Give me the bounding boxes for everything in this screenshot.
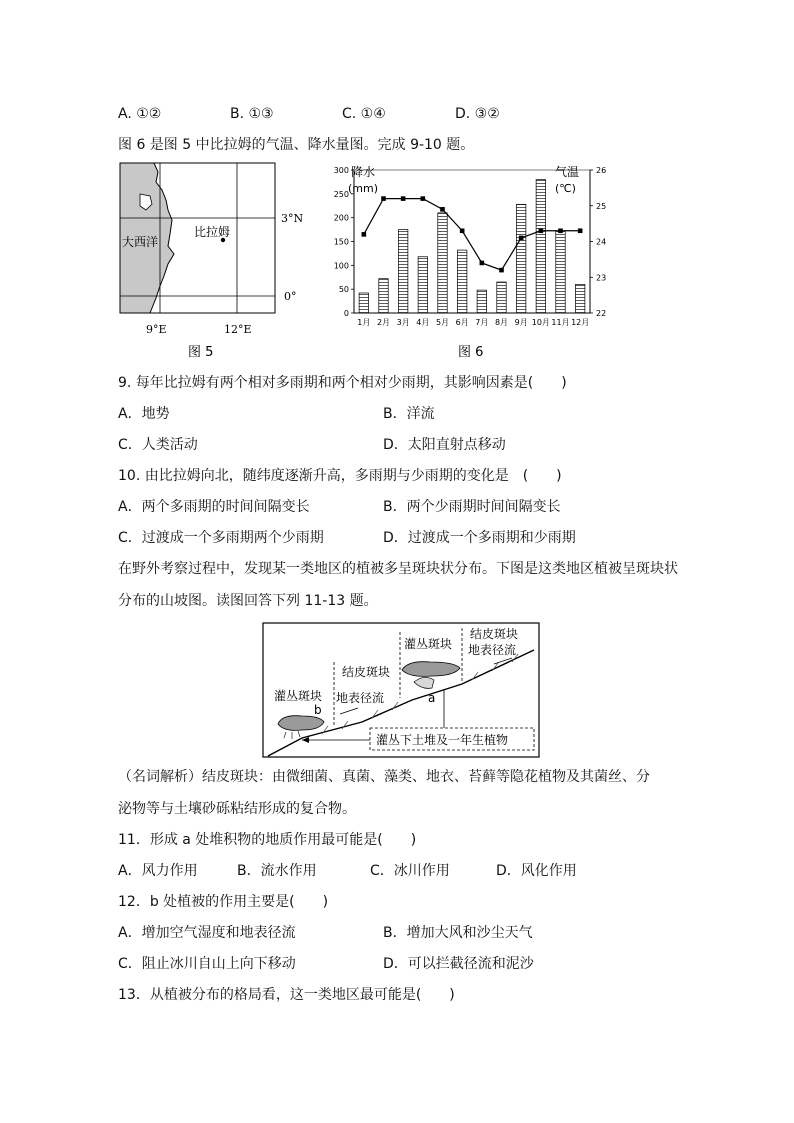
lat-label-0: 0° [284, 290, 297, 303]
month-label: 11月 [551, 318, 570, 327]
precip-bar [457, 250, 466, 313]
q10-option-d: D．过渡成一个多雨期和少雨期 [383, 530, 576, 546]
figure-6-climate-chart [318, 158, 618, 363]
q11-option-d: D．风化作用 [496, 863, 577, 879]
label-runoff-mid: 地表径流 [336, 691, 385, 705]
temperature-point [519, 236, 524, 241]
precip-bar [516, 204, 525, 313]
q9-option-d: D．太阳直射点移动 [383, 437, 506, 453]
month-label: 10月 [531, 318, 550, 327]
temperature-point [539, 228, 544, 233]
label-shrub-left: 灌丛斑块 [274, 689, 323, 703]
q13-stem: 13．从植被分布的格局看，这一类地区最可能是( ) [118, 987, 455, 1003]
intro-11-13-line1: 在野外考察过程中，发现某一类地区的植被多呈斑块状分布。下图是这类地区植被呈斑块状 [118, 561, 678, 577]
lon-label-9e: 9°E [146, 323, 167, 336]
temperature-point [480, 261, 485, 266]
month-label: 3月 [396, 318, 410, 327]
q10-option-c: C．过渡成一个多雨期两个少雨期 [118, 530, 324, 546]
ocean-label: 大西洋 [122, 235, 159, 249]
month-label: 6月 [455, 318, 469, 327]
month-label: 2月 [376, 318, 391, 327]
fig6-caption: 图 6 [458, 345, 484, 360]
precip-bar [438, 213, 447, 313]
right-tick-label: 23 [596, 273, 607, 283]
q9-option-a: A．地势 [118, 406, 170, 422]
label-a: a [428, 691, 436, 705]
lat-label-3n: 3°N [281, 212, 304, 225]
label-box: 灌丛下土堆及一年生植物 [376, 733, 509, 747]
left-tick-label: 100 [333, 261, 349, 271]
left-tick-label: 250 [333, 189, 349, 199]
slope-figure [262, 622, 542, 760]
right-axis-title-1: 气温 [555, 165, 580, 179]
precip-bar [418, 257, 427, 313]
q10-stem: 10. 由比拉姆向北，随纬度逐渐升高，多雨期与少雨期的变化是 ( ) [118, 468, 562, 484]
temperature-point [578, 228, 583, 233]
temperature-point [440, 207, 445, 212]
q9-option-c: C．人类活动 [118, 437, 198, 453]
intro-11-13-line2: 分布的山坡图。读图回答下列 11-13 题。 [118, 593, 378, 609]
q8-option-d: D. ③② [455, 106, 500, 122]
right-tick-label: 22 [596, 309, 607, 318]
q11-option-a: A．风力作用 [118, 863, 198, 879]
definition-line2: 泌物等与土壤砂砾粘结形成的复合物。 [118, 801, 356, 817]
shrub-patch-b [278, 716, 324, 731]
q11-option-b: B．流水作用 [237, 863, 317, 879]
month-label: 9月 [514, 318, 528, 327]
left-tick-label: 300 [333, 166, 349, 175]
month-label: 12月 [571, 318, 590, 327]
left-axis-title-1: 降水 [351, 165, 376, 179]
intro-9-10: 图 6 是图 5 中比拉姆的气温、降水量图。完成 9-10 题。 [118, 137, 475, 153]
figure-5-map [112, 158, 304, 363]
q12-option-d: D．可以拦截径流和泥沙 [383, 956, 534, 972]
left-tick-label: 50 [338, 285, 349, 295]
label-b: b [314, 703, 322, 717]
right-tick-label: 25 [596, 201, 607, 211]
temperature-point [401, 196, 406, 201]
q8-option-c: C. ①④ [342, 106, 386, 122]
q12-option-a: A．增加空气湿度和地表径流 [118, 925, 296, 941]
q11-option-c: C．冰川作用 [370, 863, 450, 879]
temperature-point [421, 196, 426, 201]
temperature-point [362, 232, 367, 237]
label-crust-mid: 结皮斑块 [342, 665, 391, 679]
definition-line1: （名词解析）结皮斑块：由微细菌、真菌、藻类、地衣、苔藓等隐花植物及其菌丝、分 [118, 769, 650, 785]
q9-stem: 9. 每年比拉姆有两个相对多雨期和两个相对少雨期，其影响因素是( ) [118, 375, 567, 391]
q12-option-c: C．阻止冰川自山上向下移动 [118, 956, 296, 972]
lon-label-12e: 12°E [224, 323, 252, 336]
temperature-point [558, 228, 563, 233]
right-tick-label: 26 [596, 166, 607, 175]
left-tick-label: 150 [333, 237, 349, 247]
fig5-caption: 图 5 [188, 345, 214, 360]
left-axis-title-2: (mm) [348, 182, 379, 195]
temperature-line [364, 199, 580, 271]
precip-bar [379, 279, 388, 313]
q8-option-b: B. ①③ [230, 106, 274, 122]
right-tick-label: 24 [596, 237, 607, 247]
q9-option-b: B．洋流 [383, 406, 435, 422]
month-label: 1月 [357, 318, 371, 327]
q10-option-a: A．两个多雨期的时间间隔变长 [118, 499, 310, 515]
precip-bar [359, 293, 368, 313]
label-crust-top: 结皮斑块 [470, 627, 519, 641]
month-label: 4月 [416, 318, 430, 327]
temperature-point [460, 228, 465, 233]
q8-option-a: A. ①② [118, 106, 162, 122]
q12-stem: 12．b 处植被的作用主要是( ) [118, 894, 329, 910]
precip-bar [556, 231, 565, 313]
q11-stem: 11．形成 a 处堆积物的地质作用最可能是( ) [118, 832, 417, 848]
label-runoff-top: 地表径流 [468, 643, 517, 657]
precip-bar [575, 284, 584, 313]
month-label: 8月 [494, 318, 509, 327]
q12-option-b: B．增加大风和沙尘天气 [383, 925, 533, 941]
temperature-point [381, 196, 386, 201]
temperature-point [499, 268, 504, 273]
right-axis-title-2: (℃) [555, 182, 576, 195]
city-label: 比拉姆 [194, 225, 231, 239]
q10-option-b: B．两个少雨期时间间隔变长 [383, 499, 561, 515]
left-tick-label: 200 [333, 213, 349, 223]
precip-bar [398, 230, 407, 313]
precip-bar [536, 180, 545, 313]
month-label: 7月 [475, 318, 489, 327]
left-tick-label: 0 [343, 309, 349, 318]
label-shrub-top: 灌丛斑块 [404, 637, 453, 651]
precip-bar [497, 282, 506, 313]
precip-bar [477, 290, 486, 313]
month-label: 5月 [435, 318, 450, 327]
